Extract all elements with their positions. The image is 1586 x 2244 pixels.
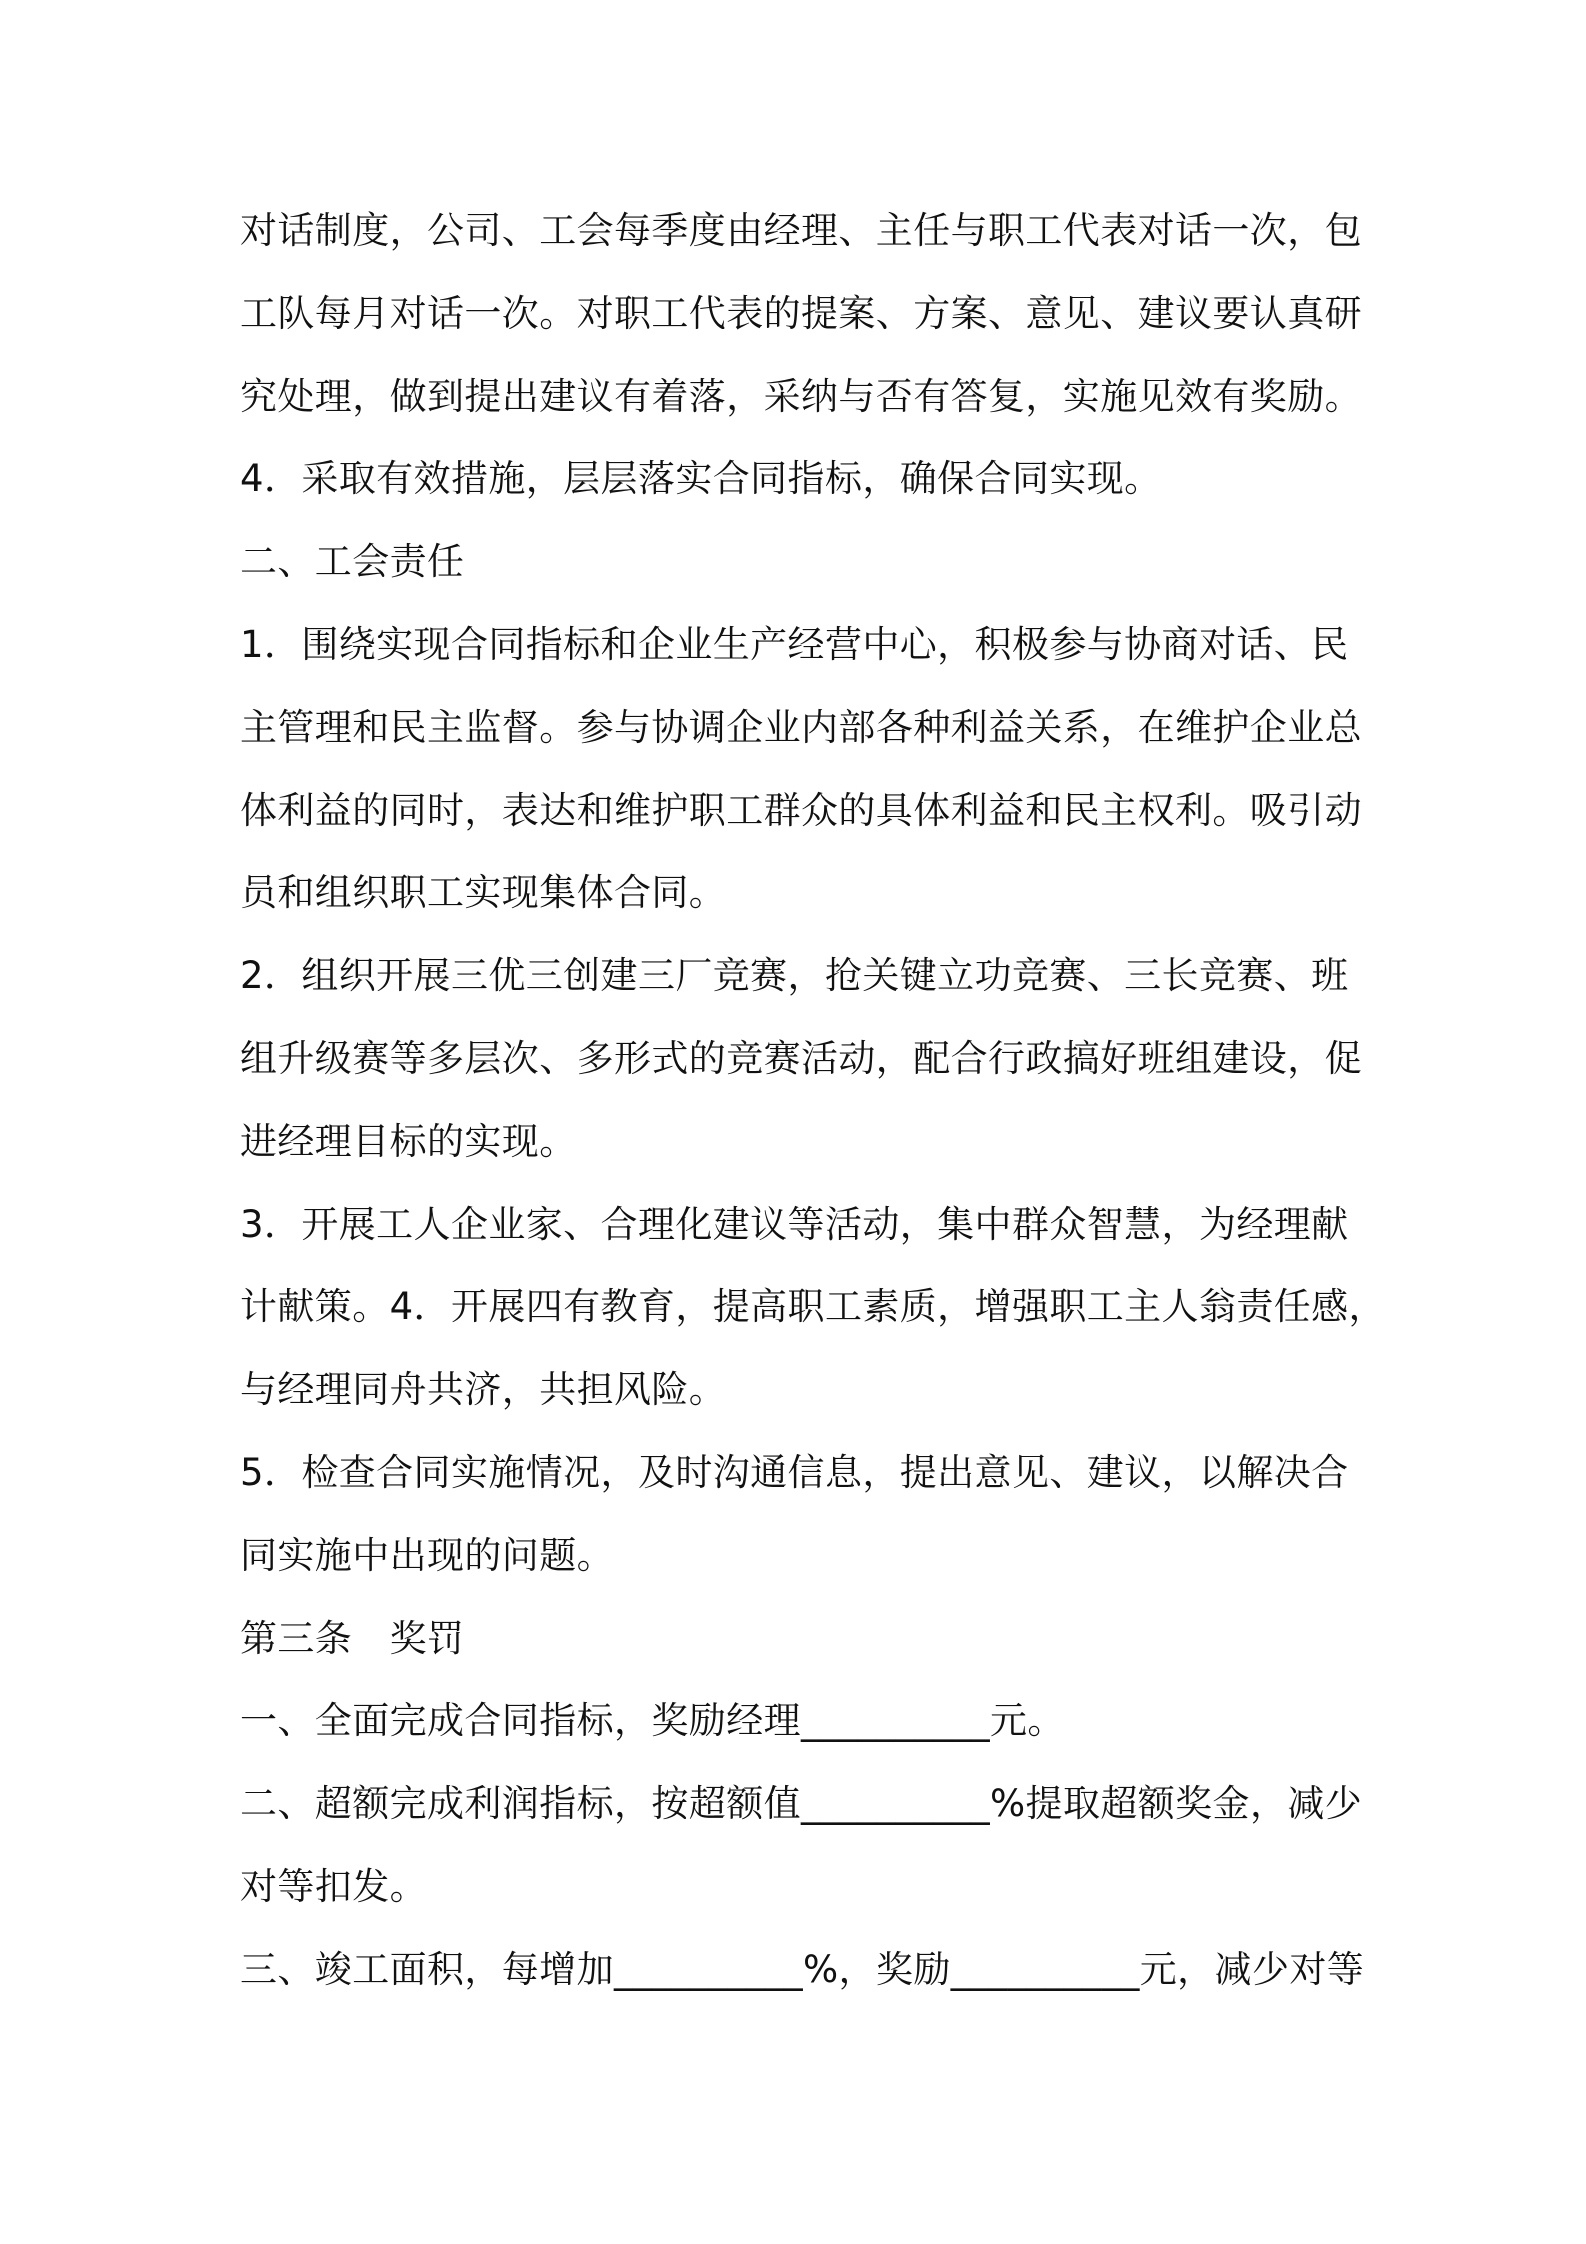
text-line: 4．采取有效措施，层层落实合同指标，确保合同实现。 <box>240 457 1162 501</box>
text-line: 一、全面完成合同指标，奖励经理__________元。 <box>240 1699 1065 1743</box>
section-heading: 二、工会责任 <box>240 540 465 584</box>
text-line: 同实施中出现的问题。 <box>240 1533 614 1577</box>
text-line: 工队每月对话一次。对职工代表的提案、方案、意见、建议要认真研 <box>240 291 1362 335</box>
text-line: 2．组织开展三优三创建三厂竞赛，抢关键立功竞赛、三长竞赛、班 <box>240 954 1349 998</box>
text-line: 体利益的同时，表达和维护职工群众的具体利益和民主权利。吸引动 <box>240 788 1362 832</box>
text-line: 3．开展工人企业家、合理化建议等活动，集中群众智慧，为经理献 <box>240 1202 1349 1246</box>
text-line: 5．检查合同实施情况，及时沟通信息，提出意见、建议，以解决合 <box>240 1450 1349 1494</box>
text-line: 对等扣发。 <box>240 1864 427 1908</box>
text-line: 员和组织职工实现集体合同。 <box>240 871 727 915</box>
text-line: 与经理同舟共济，共担风险。 <box>240 1368 727 1412</box>
text-line: 组升级赛等多层次、多形式的竞赛活动，配合行政搞好班组建设，促 <box>240 1036 1362 1080</box>
text-line: 进经理目标的实现。 <box>240 1119 577 1163</box>
text-line: 主管理和民主监督。参与协调企业内部各种利益关系，在维护企业总 <box>240 705 1362 749</box>
section-heading: 第三条 奖罚 <box>240 1616 465 1660</box>
text-line: 对话制度，公司、工会每季度由经理、主任与职工代表对话一次，包 <box>240 209 1362 252</box>
text-line: 计献策。4．开展四有教育，提高职工素质，增强职工主人翁责任感， <box>240 1285 1386 1329</box>
text-line: 二、超额完成利润指标，按超额值__________%提取超额奖金，减少 <box>240 1782 1363 1826</box>
text-line: 1．围绕实现合同指标和企业生产经营中心，积极参与协商对话、民 <box>240 622 1349 666</box>
text-line: 三、竣工面积，每增加__________%，奖励__________元，减少对等 <box>240 1947 1365 1991</box>
document-body <box>240 190 1386 2012</box>
text-line: 究处理，做到提出建议有着落，采纳与否有答复，实施见效有奖励。 <box>240 374 1362 418</box>
